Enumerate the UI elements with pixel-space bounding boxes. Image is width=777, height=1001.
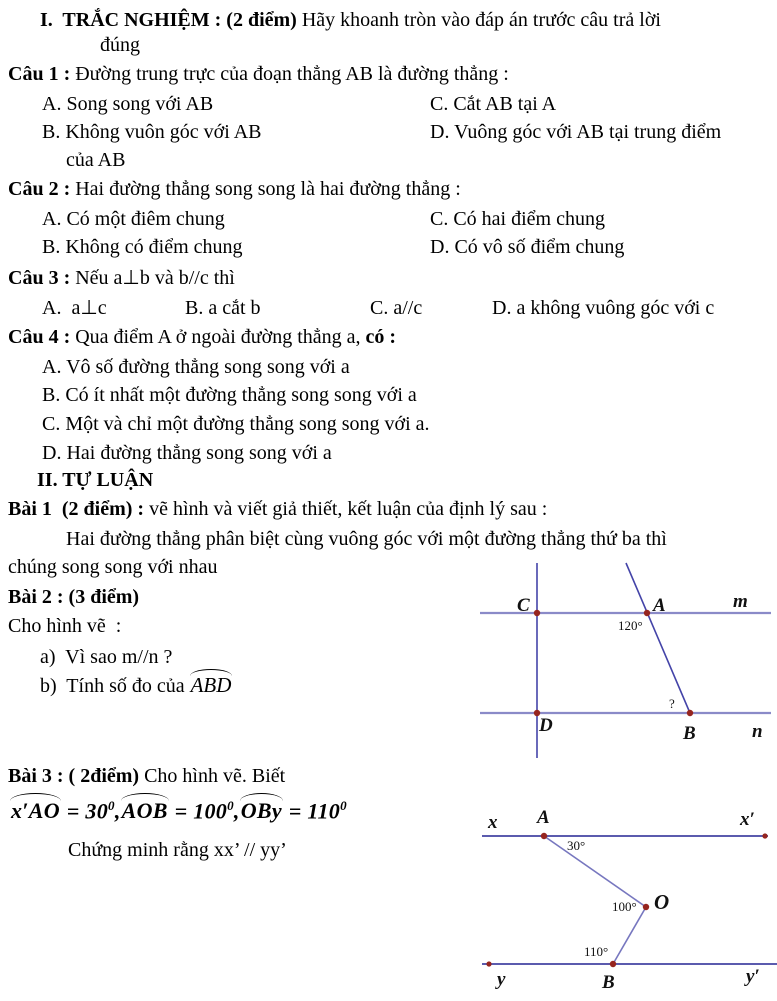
f1-label-n: n xyxy=(752,721,763,742)
q3-option-b: B. a cắt b xyxy=(185,297,261,319)
f1-angle-unknown: ? xyxy=(669,696,675,711)
q4-option-a: A. Vô số đường thẳng song song với a xyxy=(42,356,350,378)
f2-label-y: y xyxy=(497,969,506,990)
bai2-heading: Bài 2 : (3 điểm) xyxy=(8,586,140,608)
f2-label-x: x xyxy=(488,812,498,833)
point-b xyxy=(687,710,693,716)
q1-option-b: B. Không vuôn góc với AB xyxy=(42,121,262,143)
q2-option-a: A. Có một điêm chung xyxy=(42,208,225,230)
f2-label-y-prime: y′ xyxy=(746,966,760,987)
endpoint-x-prime xyxy=(762,833,767,838)
angle-aob-notation: AOB xyxy=(121,798,168,824)
bai1-body-1: Hai đường thẳng phân biệt cùng vuông góc với một đường thẳng thứ ba thì xyxy=(66,528,667,550)
q1-option-a: A. Song song với AB xyxy=(42,93,214,115)
figure-bai2 xyxy=(478,558,773,762)
angle-oby-notation: OBy xyxy=(240,798,282,824)
question-3-label: Câu 3 : xyxy=(8,267,71,289)
f2-angle-100: 100° xyxy=(612,899,637,914)
f2-angle-30: 30° xyxy=(567,838,586,853)
q4-option-d: D. Hai đường thẳng song song với a xyxy=(42,442,332,464)
question-2-stem: Câu 2 : Hai đường thẳng song song là hai đường thẳng : xyxy=(8,178,461,200)
bai1-heading: Bài 1 (2 điểm) : vẽ hình và viết giả thiết, kết luận của định lý sau : xyxy=(8,498,548,520)
f2-label-o: O xyxy=(654,890,670,914)
f2-label-a: A xyxy=(537,807,550,828)
q2-option-d: D. Có vô số điểm chung xyxy=(430,236,625,258)
q4-option-c: C. Một và chỉ một đường thẳng song song với a. xyxy=(42,413,430,435)
f1-label-d: D xyxy=(539,715,553,736)
f1-label-c: C xyxy=(517,595,530,616)
question-4-label: Câu 4 : xyxy=(8,326,71,348)
q1-option-d: D. Vuông góc với AB tại trung điểm xyxy=(430,121,722,143)
section1-heading-text: Hãy khoanh tròn vào đáp án trước câu trả lời xyxy=(296,9,661,31)
endpoint-y xyxy=(486,961,491,966)
question-1-label: Câu 1 : xyxy=(8,63,71,85)
bai2-intro: Cho hình vẽ : xyxy=(8,615,122,637)
angle-xao-notation: x′AO xyxy=(11,798,60,824)
figure-bai3 xyxy=(478,800,777,985)
q3-option-c: C. a//c xyxy=(370,297,423,319)
f2-angle-110: 110° xyxy=(584,944,609,959)
bai1-body-2: chúng song song với nhau xyxy=(8,556,218,578)
f1-label-b: B xyxy=(683,723,696,744)
bai3-math: $x'AO = 30^0,AOB = 100^0,OBy = 110^0$ xyxy=(11,798,347,824)
q3-option-d: D. a không vuông góc với c xyxy=(492,297,715,319)
q3-option-a: A. a⊥c xyxy=(42,297,107,319)
f1-label-a: A xyxy=(653,595,666,616)
q2-option-b: B. Không có điểm chung xyxy=(42,236,243,258)
bai3-conclusion: Chứng minh rằng xx’ // yy’ xyxy=(68,839,287,861)
section1-heading-cont: đúng xyxy=(100,34,140,56)
question-2-label: Câu 2 : xyxy=(8,178,71,200)
question-4-stem: Câu 4 : Qua điểm A ở ngoài đường thẳng a, có : xyxy=(8,326,397,348)
bai3-label: Bài 3 : ( 2điểm) xyxy=(8,765,140,787)
point-c xyxy=(534,610,540,616)
f1-label-m: m xyxy=(733,591,748,612)
segment-ao xyxy=(544,836,646,907)
q2-option-c: C. Có hai điểm chung xyxy=(430,208,605,230)
q1-option-c: C. Cắt AB tại A xyxy=(430,93,557,115)
bai3-heading: Bài 3 : ( 2điểm) Cho hình vẽ. Biết xyxy=(8,765,286,787)
f2-label-b: B xyxy=(602,972,615,993)
bai2-item-a: a) Vì sao m//n ? xyxy=(40,646,173,668)
section2-heading: II. TỰ LUẬN xyxy=(37,469,154,491)
point-b xyxy=(610,961,616,967)
question-3-stem: Câu 3 : Nếu a⊥b và b//c thì xyxy=(8,267,235,289)
bai2-item-b: b) Tính số đo của ABD xyxy=(40,673,232,697)
point-o xyxy=(643,904,649,910)
section1-heading-bold: I. TRẮC NGHIỆM : (2 điểm) xyxy=(40,9,297,31)
q1-option-d-cont: của AB xyxy=(66,149,126,171)
bai1-label: Bài 1 (2 điểm) : xyxy=(8,498,145,520)
question-1-stem: Câu 1 : Đường trung trực của đoạn thẳng AB là đường thẳng : xyxy=(8,63,509,85)
point-a xyxy=(541,833,547,839)
line-ab xyxy=(626,563,690,713)
q4-option-b: B. Có ít nhất một đường thẳng song song với a xyxy=(42,384,417,406)
f1-angle-120: 120° xyxy=(618,618,643,633)
section1-heading xyxy=(40,8,661,33)
angle-abd-notation: ABD xyxy=(190,673,232,697)
point-a xyxy=(644,610,650,616)
f2-label-x-prime: x′ xyxy=(740,809,755,830)
segment-ob xyxy=(613,907,646,964)
